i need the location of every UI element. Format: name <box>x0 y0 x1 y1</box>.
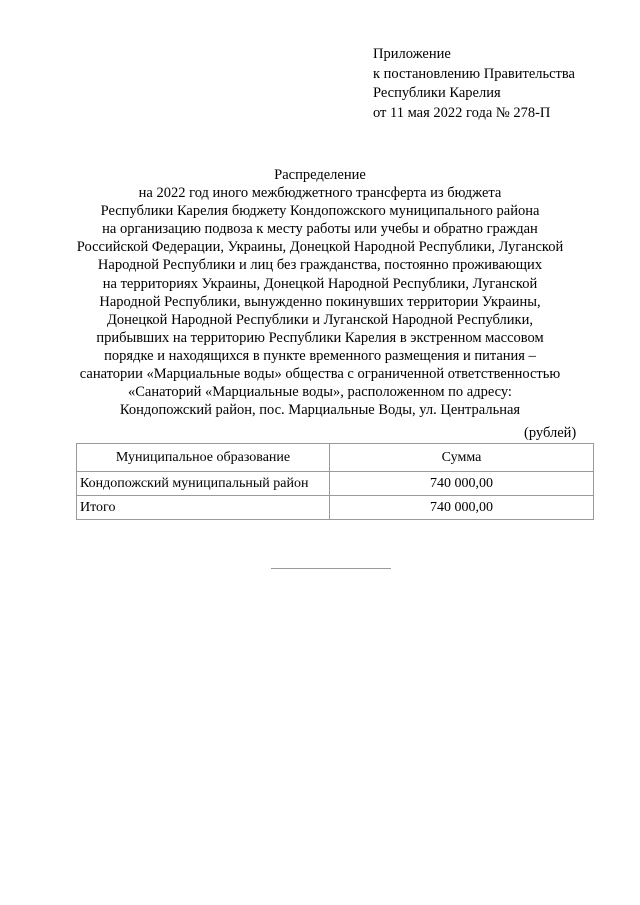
heading-line: «Санаторий «Марциальные воды», расположенном по адресу: <box>128 384 512 401</box>
cell-municipality: Кондопожский муниципальный район <box>77 472 330 496</box>
heading-line: на 2022 год иного межбюджетного трансферта из бюджета <box>138 185 502 202</box>
heading-line: на организацию подвоза к месту работы или учебы и обратно граждан <box>102 221 538 238</box>
closing-rule <box>271 568 391 569</box>
heading-line: Народной Республики, вынужденно покинувших территории Украины, <box>99 293 541 310</box>
table-total-row <box>77 496 594 520</box>
total-label: Итого <box>77 496 330 520</box>
heading-line: Российской Федерации, Украины, Донецкой Народной Республики, Луганской <box>76 239 564 256</box>
column-header-municipality: Муниципальное образование <box>77 444 330 472</box>
heading-line: Донецкой Народной Республики и Луганской Народной Республики, <box>107 311 533 328</box>
appendix-block <box>373 45 575 123</box>
cell-amount: 740 000,00 <box>330 472 594 496</box>
heading-line: Кондопожский район, пос. Марциальные Воды, ул. Центральная <box>119 402 521 419</box>
document-heading <box>60 166 580 419</box>
appendix-line: к постановлению Правительства <box>373 65 575 82</box>
table-header-row <box>77 444 594 472</box>
column-header-amount: Сумма <box>330 444 594 472</box>
heading-line: санатории «Марциальные воды» общества с ограниченной ответственностью <box>79 366 561 383</box>
appendix-line: Приложение <box>373 46 451 62</box>
heading-line: Народной Республики и лиц без гражданства, постоянно проживающих <box>97 257 543 274</box>
distribution-table <box>76 443 594 520</box>
heading-title: Распределение <box>274 167 366 183</box>
heading-line: на территориях Украины, Донецкой Народной Республики, Луганской <box>102 275 538 292</box>
total-amount: 740 000,00 <box>330 496 594 520</box>
table-row <box>77 472 594 496</box>
unit-note: (рублей) <box>524 425 577 441</box>
heading-line: прибывших на территорию Республики Карелия в экстренном массовом <box>96 329 544 346</box>
appendix-line: от 11 мая 2022 года № 278-П <box>373 104 551 121</box>
heading-line: порядке и находящихся в пункте временного размещения и питания – <box>104 347 536 364</box>
appendix-line: Республики Карелия <box>373 85 501 101</box>
heading-line: Республики Карелия бюджету Кондопожского муниципального района <box>100 203 540 220</box>
